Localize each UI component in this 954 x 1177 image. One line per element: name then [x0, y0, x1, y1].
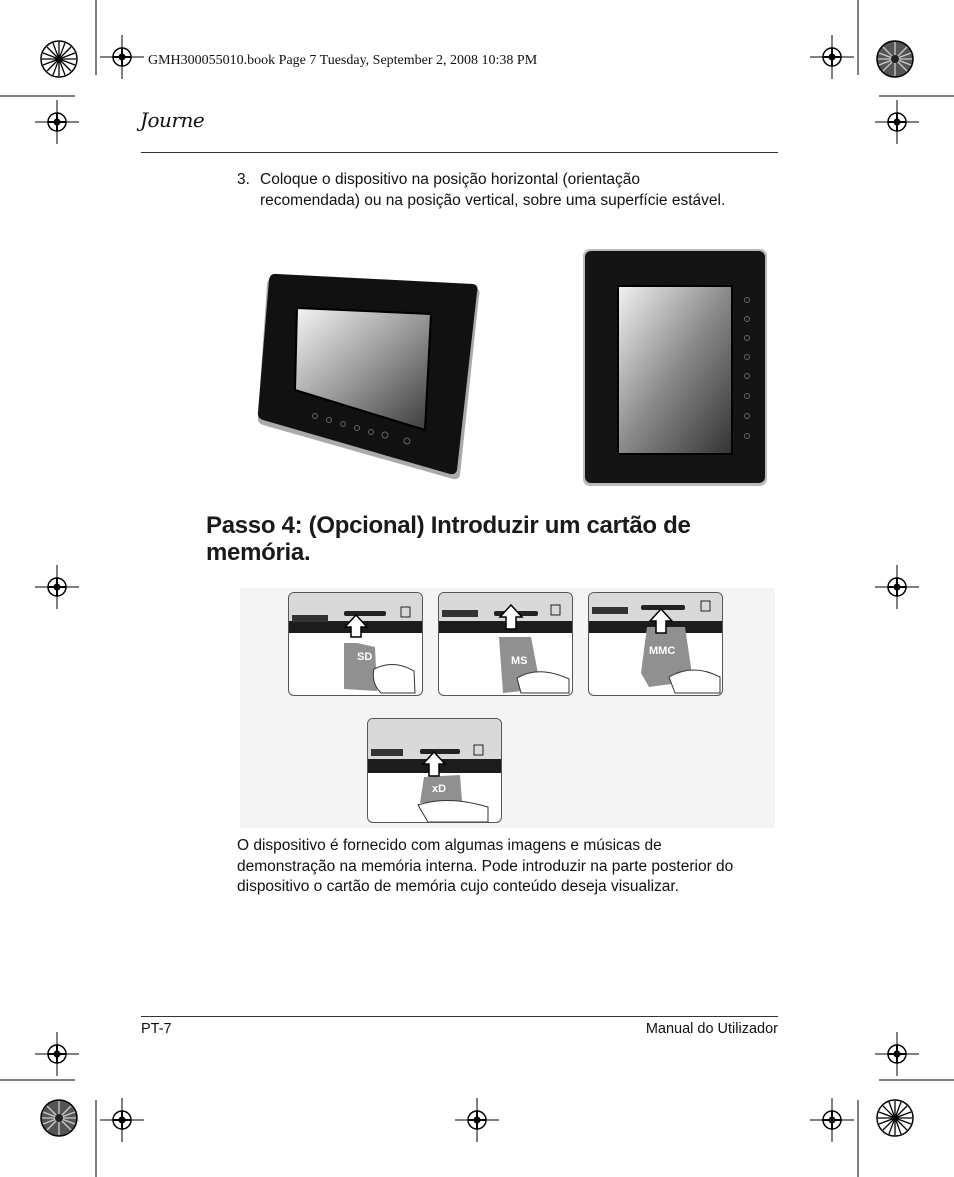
sd-card-panel — [288, 592, 423, 696]
ms-card-label: MS — [511, 655, 528, 667]
mmc-card-label: MMC — [649, 645, 676, 657]
manual-title: Manual do Utilizador — [645, 1021, 778, 1037]
step-number: 3. — [237, 171, 250, 188]
sd-card-label: SD — [357, 651, 373, 663]
section-heading: Passo 4: (Opcional) Introduzir um cartão de memória. — [206, 512, 691, 566]
xd-card-insert-illustration — [368, 719, 501, 822]
footer-rule — [141, 1016, 778, 1017]
brand-logo: Journe — [140, 108, 205, 132]
body-paragraph: O dispositivo é fornecido com algumas imagens e músicas de demonstração na memória interna. Pode introduzir na parte posterior do dispositivo o cartão de memória cujo conteúdo deseja visualizar. — [237, 837, 734, 895]
xd-card-label: xD — [432, 783, 447, 795]
ms-card-panel — [438, 592, 573, 696]
mmc-card-insert-illustration — [589, 593, 722, 695]
page-number: PT-7 — [141, 1021, 172, 1037]
sd-card-insert-illustration — [289, 593, 422, 695]
mmc-card-panel — [588, 592, 723, 696]
photo-frame-horizontal-illustration — [255, 270, 485, 480]
xd-card-panel — [367, 718, 502, 823]
step-text: Coloque o dispositivo na posição horizontal (orientação recomendada) ou na posição vertical, sobre uma superfície estável. — [260, 171, 726, 209]
print-slug: GMH300055010.book Page 7 Tuesday, September 2, 2008 10:38 PM — [148, 53, 538, 68]
header-rule — [141, 152, 778, 153]
ms-card-insert-illustration — [439, 593, 572, 695]
step-3 — [237, 170, 757, 211]
photo-frame-vertical-illustration — [582, 248, 768, 488]
